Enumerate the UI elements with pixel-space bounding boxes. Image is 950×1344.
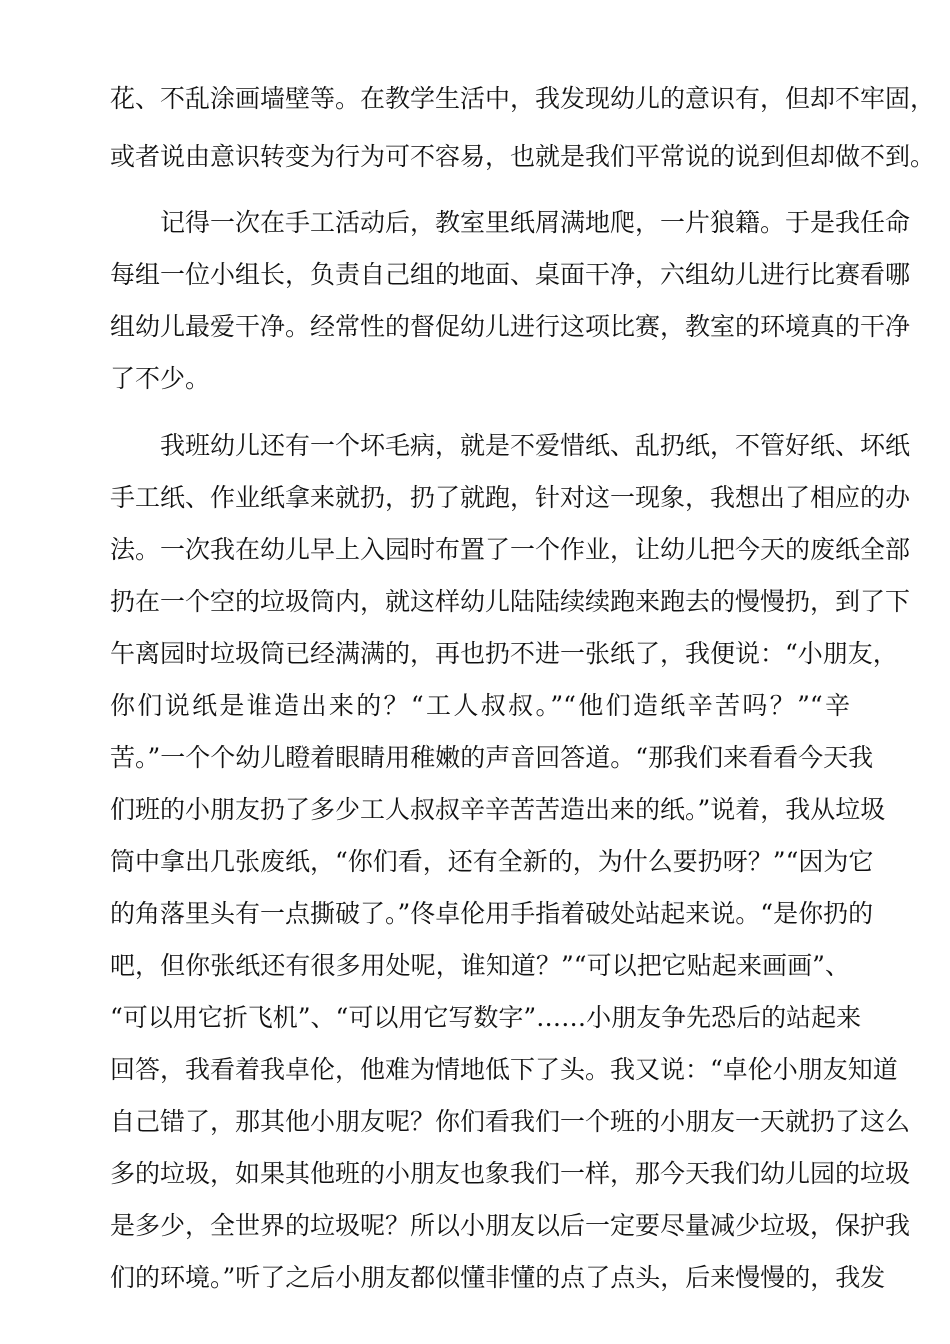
paragraph-3-line-11: 吧，但你张纸还有很多用处呢，谁知道？”“可以把它贴起来画画”、 bbox=[110, 951, 850, 980]
paragraph-3-line-5: 午离园时垃圾筒已经满满的，再也扔不进一张纸了，我便说：“小朋友， bbox=[110, 639, 898, 668]
paragraph-3-line-17: 们的环境。”听了之后小朋友都似懂非懂的点了点头，后来慢慢的，我发 bbox=[110, 1263, 886, 1292]
paragraph-3-line-7: 苦。”一个个幼儿瞪着眼睛用稚嫩的声音回答道。“那我们来看看今天我 bbox=[110, 743, 874, 772]
paragraph-3-line-14: 自己错了，那其他小朋友呢？你们看我们一个班的小朋友一天就扔了这么 bbox=[110, 1107, 911, 1136]
paragraph-3-line-9: 筒中拿出几张废纸，“你们看，还有全新的，为什么要扔呀？”“因为它 bbox=[110, 847, 874, 876]
paragraph-3-line-6: 你们说纸是谁造出来的？“工人叔叔。”“他们造纸辛苦吗？”“辛 bbox=[110, 691, 850, 720]
paragraph-3-line-4: 扔在一个空的垃圾筒内，就这样幼儿陆陆续续跑来跑去的慢慢扔，到了下 bbox=[110, 587, 911, 616]
paragraph-1-line-1: 花、不乱涂画墙壁等。在教学生活中，我发现幼儿的意识有，但却不牢固， bbox=[110, 84, 936, 113]
paragraph-2-line-4: 了不少。 bbox=[110, 364, 211, 393]
paragraph-3-line-12: “可以用它折飞机”、“可以用它写数字”……小朋友争先恐后的站起来 bbox=[110, 1003, 862, 1032]
paragraph-3-line-10: 的角落里头有一点撕破了。”佟卓伦用手指着破处站起来说。“是你扔的 bbox=[110, 899, 874, 928]
paragraph-3-line-2: 手工纸、作业纸拿来就扔，扔了就跑，针对这一现象，我想出了相应的办 bbox=[110, 483, 911, 512]
paragraph-2-line-2: 每组一位小组长，负责自己组的地面、桌面干净，六组幼儿进行比赛看哪 bbox=[110, 260, 911, 289]
paragraph-3-line-1: 我班幼儿还有一个坏毛病，就是不爱惜纸、乱扔纸，不管好纸、坏纸 bbox=[160, 431, 911, 460]
paragraph-1-line-2: 或者说由意识转变为行为可不容易，也就是我们平常说的说到但却做不到。 bbox=[110, 142, 936, 171]
paragraph-2-line-1: 记得一次在手工活动后，教室里纸屑满地爬，一片狼籍。于是我任命 bbox=[160, 208, 911, 237]
paragraph-3-line-8: 们班的小朋友扔了多少工人叔叔辛辛苦苦造出来的纸。”说着，我从垃圾 bbox=[110, 795, 886, 824]
paragraph-3-line-3: 法。一次我在幼儿早上入园时布置了一个作业，让幼儿把今天的废纸全部 bbox=[110, 535, 911, 564]
paragraph-2-line-3: 组幼儿最爱干净。经常性的督促幼儿进行这项比赛，教室的环境真的干净 bbox=[110, 312, 911, 341]
paragraph-3-line-16: 是多少，全世界的垃圾呢？所以小朋友以后一定要尽量减少垃圾，保护我 bbox=[110, 1211, 911, 1240]
paragraph-3-line-13: 回答，我看着我卓伦，他难为情地低下了头。我又说：“卓伦小朋友知道 bbox=[110, 1055, 898, 1084]
paragraph-3-line-15: 多的垃圾，如果其他班的小朋友也象我们一样，那今天我们幼儿园的垃圾 bbox=[110, 1159, 911, 1188]
